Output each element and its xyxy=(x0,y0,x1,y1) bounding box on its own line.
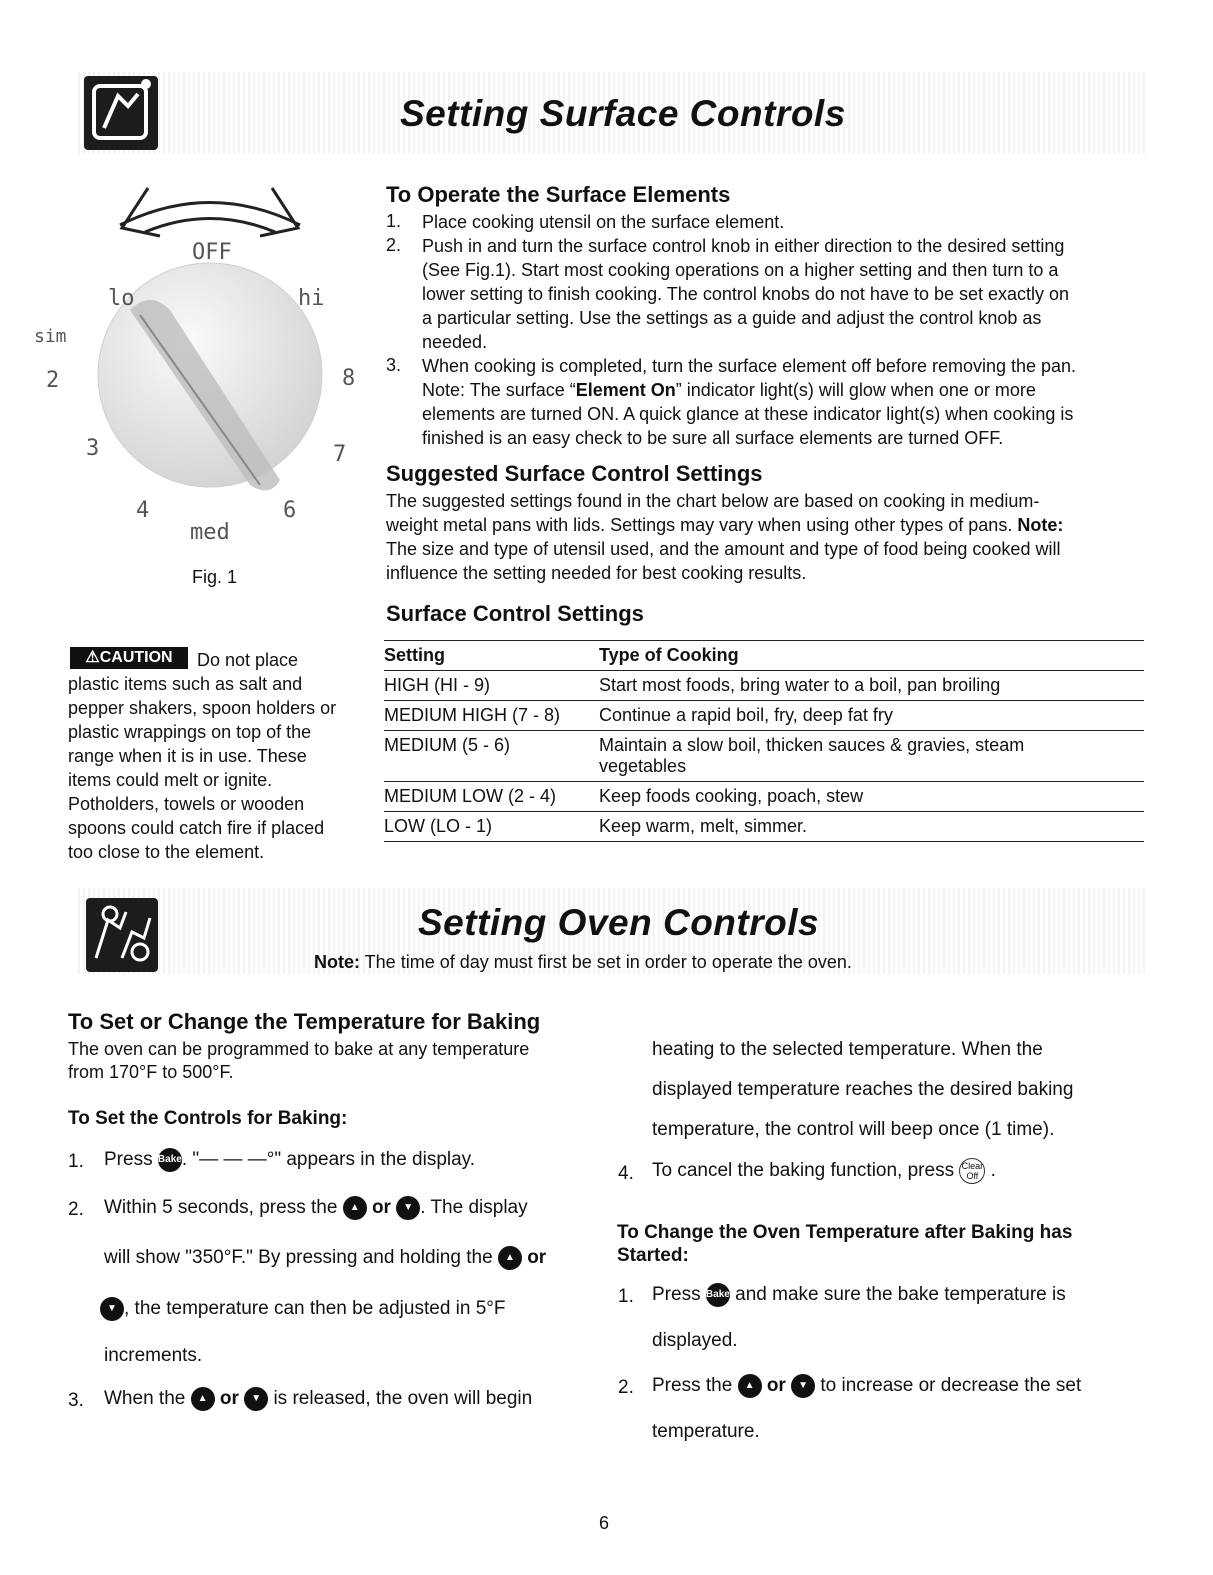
step-3-text: When cooking is completed, turn the surface element off before removing the pan. xyxy=(422,356,1077,376)
bake-step-4: To cancel the baking function, press Clear Off . xyxy=(652,1158,996,1184)
change-step-2-b: to increase or decrease the set xyxy=(820,1375,1082,1397)
bake-step-2-line-2 xyxy=(104,1246,546,1270)
bake-step-2-a: Within 5 seconds, press the xyxy=(104,1197,338,1219)
header-type-of-cooking: Type of Cooking xyxy=(599,641,1144,671)
caution-line-1: Do not place xyxy=(197,650,299,670)
bake-step-2-line-4: increments. xyxy=(104,1345,203,1366)
bake-step-1-press: Press xyxy=(104,1149,153,1171)
suggested-note-label: Note: xyxy=(1017,515,1064,535)
setting-cell: MEDIUM HIGH (7 - 8) xyxy=(384,701,599,731)
up-arrow-button-icon: ▲ xyxy=(343,1196,367,1220)
table-row xyxy=(384,812,1144,842)
header-setting: Setting xyxy=(384,641,599,671)
oven-title: Setting Oven Controls xyxy=(418,902,820,943)
table-row xyxy=(384,731,1144,782)
page-number: 6 xyxy=(599,1513,610,1533)
suggested-line-1: The suggested settings found in the chart below are based on cooking in medium- xyxy=(386,491,1040,511)
note-prefix: Note: The surface “ xyxy=(422,380,576,400)
warning-triangle-icon: ⚠ xyxy=(85,649,100,666)
baking-heading: To Set or Change the Temperature for Baking xyxy=(68,1009,541,1034)
dial-label-lo: lo xyxy=(108,286,135,311)
bake-button-icon: Bake xyxy=(706,1283,730,1307)
down-arrow-button-icon: ▼ xyxy=(791,1374,815,1398)
step-2-line-1: Push in and turn the surface control knob in either direction to the desired setting xyxy=(422,236,1065,256)
cooking-cell: Keep foods cooking, poach, stew xyxy=(599,782,1144,812)
note-rest: ” indicator light(s) will glow when one or more xyxy=(675,380,1036,400)
off-label: Off xyxy=(966,1171,979,1181)
dial-label-8: 8 xyxy=(342,366,356,391)
caution-line-2: plastic items such as salt and xyxy=(68,674,303,694)
note-element-on: Element On xyxy=(575,380,676,400)
or-text: or xyxy=(766,1375,786,1397)
table-header-row xyxy=(384,641,1144,671)
fig-caption: Fig. 1 xyxy=(192,567,238,587)
clear-label: Clear xyxy=(961,1161,984,1171)
bake-step-1 xyxy=(104,1148,475,1172)
step-3-num: 3. xyxy=(386,355,402,375)
bake-step-2-line-1 xyxy=(104,1196,528,1220)
cooking-cell: Maintain a slow boil, thicken sauces & gravies, steam vegetables xyxy=(599,731,1144,782)
dial-label-2: 2 xyxy=(46,368,60,393)
change-step-1-b: and make sure the bake temperature is xyxy=(735,1284,1066,1306)
suggested-heading: Suggested Surface Control Settings xyxy=(386,461,763,486)
oven-note-label: Note: xyxy=(314,952,360,972)
bake-step-2-c: will show "350°F." By pressing and holding the xyxy=(104,1247,493,1269)
caution-badge xyxy=(70,647,188,669)
change-step-2-line-2: temperature. xyxy=(652,1421,760,1442)
step-2-line-2: (See Fig.1). Start most cooking operations on a higher setting and then turn to a xyxy=(422,260,1059,280)
baking-intro-1: The oven can be programmed to bake at any temperature xyxy=(68,1039,530,1059)
caution-line-7: Potholders, towels or wooden xyxy=(68,794,305,814)
step-2-line-3: lower setting to finish cooking. The control knobs do not have to be set exactly on xyxy=(422,284,1070,304)
down-arrow-button-icon: ▼ xyxy=(100,1297,124,1321)
step-1-text: Place cooking utensil on the surface element. xyxy=(422,212,785,232)
cooking-cell: Continue a rapid boil, fry, deep fat fry xyxy=(599,701,1144,731)
step-2-line-4: a particular setting. Use the settings as a guide and adjust the control knob as xyxy=(422,308,1042,328)
up-arrow-button-icon: ▲ xyxy=(738,1374,762,1398)
set-controls-heading: To Set the Controls for Baking: xyxy=(68,1108,348,1129)
caution-line-8: spoons could catch fire if placed xyxy=(68,818,325,838)
cooking-cell: Keep warm, melt, simmer. xyxy=(599,812,1144,842)
or-text: or xyxy=(219,1388,239,1410)
caution-line-4: plastic wrappings on top of the xyxy=(68,722,312,742)
dial-label-med: med xyxy=(190,520,230,545)
bake-step-3-b: is released, the oven will begin xyxy=(273,1388,533,1410)
step-2-num: 2. xyxy=(386,235,402,255)
oven-hands-icon xyxy=(86,898,158,972)
suggested-line-2 xyxy=(386,514,1063,537)
right-line-1: heating to the selected temperature. When the xyxy=(652,1039,1043,1060)
down-arrow-button-icon: ▼ xyxy=(396,1196,420,1220)
change-step-1-a: Press xyxy=(652,1284,701,1306)
change-heading-1: To Change the Oven Temperature after Baking has xyxy=(617,1222,1073,1243)
or-text: or xyxy=(371,1197,391,1219)
bake-step-2-num: 2. xyxy=(68,1199,84,1220)
table-row xyxy=(384,701,1144,731)
or-text: or xyxy=(527,1247,547,1269)
table-row xyxy=(384,671,1144,701)
right-line-3: temperature, the control will beep once (1 time). xyxy=(652,1119,1055,1140)
bake-step-2-d: , the temperature can then be adjusted in 5°F xyxy=(124,1298,506,1320)
cooking-cell: Start most foods, bring water to a boil, pan broiling xyxy=(599,671,1144,701)
bake-step-4-a: To cancel the baking function, press xyxy=(652,1160,955,1182)
right-line-2: displayed temperature reaches the desired baking xyxy=(652,1079,1074,1100)
dial-label-off: OFF xyxy=(192,240,232,265)
surface-settings-table xyxy=(384,640,1144,842)
bake-step-1-rest: . "— — —°" appears in the display. xyxy=(181,1149,476,1171)
oven-note-text: The time of day must first be set in order to operate the oven. xyxy=(360,952,852,972)
caution-line-9: too close to the element. xyxy=(68,842,265,862)
bake-step-3-a: When the xyxy=(104,1388,186,1410)
caution-line-3: pepper shakers, spoon holders or xyxy=(68,698,337,718)
change-step-1-num: 1. xyxy=(618,1286,634,1307)
suggested-line-3: The size and type of utensil used, and the amount and type of food being cooked will xyxy=(386,539,1061,559)
cooktop-icon xyxy=(84,76,158,150)
caution-line-5: range when it is in use. These xyxy=(68,746,307,766)
step-2-line-5: needed. xyxy=(422,332,488,352)
setting-cell: MEDIUM (5 - 6) xyxy=(384,731,599,782)
surface-title: Setting Surface Controls xyxy=(400,93,846,134)
bake-step-2-line-3 xyxy=(100,1297,506,1321)
up-arrow-button-icon: ▲ xyxy=(498,1246,522,1270)
caution-line-6: items could melt or ignite. xyxy=(68,770,273,790)
operate-heading: To Operate the Surface Elements xyxy=(386,182,731,207)
bake-step-3 xyxy=(104,1387,532,1411)
dial-label-hi: hi xyxy=(298,286,325,311)
change-step-1 xyxy=(652,1283,1066,1307)
control-knob-diagram xyxy=(30,180,370,600)
note-line-2: elements are turned ON. A quick glance at these indicator light(s) when cooking is xyxy=(422,404,1074,424)
setting-cell: HIGH (HI - 9) xyxy=(384,671,599,701)
clear-off-button-icon xyxy=(959,1158,985,1184)
table-heading: Surface Control Settings xyxy=(386,601,644,626)
bake-step-1-num: 1. xyxy=(68,1151,84,1172)
bake-step-3-num: 3. xyxy=(68,1390,84,1411)
note-line-3: finished is an easy check to be sure all surface elements are turned OFF. xyxy=(422,428,1004,448)
change-step-1-line-2: displayed. xyxy=(652,1330,738,1351)
suggested-line-4: influence the setting needed for best cooking results. xyxy=(386,563,807,583)
bake-step-2-b: . The display xyxy=(420,1197,528,1219)
caution-label: CAUTION xyxy=(99,649,173,666)
change-heading-2: Started: xyxy=(617,1245,689,1266)
dial-label-sim: sim xyxy=(34,326,67,347)
setting-cell: LOW (LO - 1) xyxy=(384,812,599,842)
bake-step-4-num: 4. xyxy=(618,1163,634,1184)
step-1-num: 1. xyxy=(386,211,402,231)
change-step-2-a: Press the xyxy=(652,1375,733,1397)
baking-intro-2: from 170°F to 500°F. xyxy=(68,1062,234,1082)
dial-label-4: 4 xyxy=(136,498,150,523)
setting-cell: MEDIUM LOW (2 - 4) xyxy=(384,782,599,812)
suggested-line-2-text: weight metal pans with lids. Settings may vary when using other types of pans. xyxy=(386,515,1018,535)
dial-label-7: 7 xyxy=(333,442,347,467)
bake-button-icon: Bake xyxy=(158,1148,182,1172)
up-arrow-button-icon: ▲ xyxy=(191,1387,215,1411)
down-arrow-button-icon: ▼ xyxy=(244,1387,268,1411)
dial-label-3: 3 xyxy=(86,436,100,461)
table-row xyxy=(384,782,1144,812)
change-step-2 xyxy=(652,1374,1081,1398)
change-step-2-num: 2. xyxy=(618,1377,634,1398)
dial-label-6: 6 xyxy=(283,498,297,523)
oven-note xyxy=(314,951,852,974)
note-line-1 xyxy=(422,379,1036,402)
